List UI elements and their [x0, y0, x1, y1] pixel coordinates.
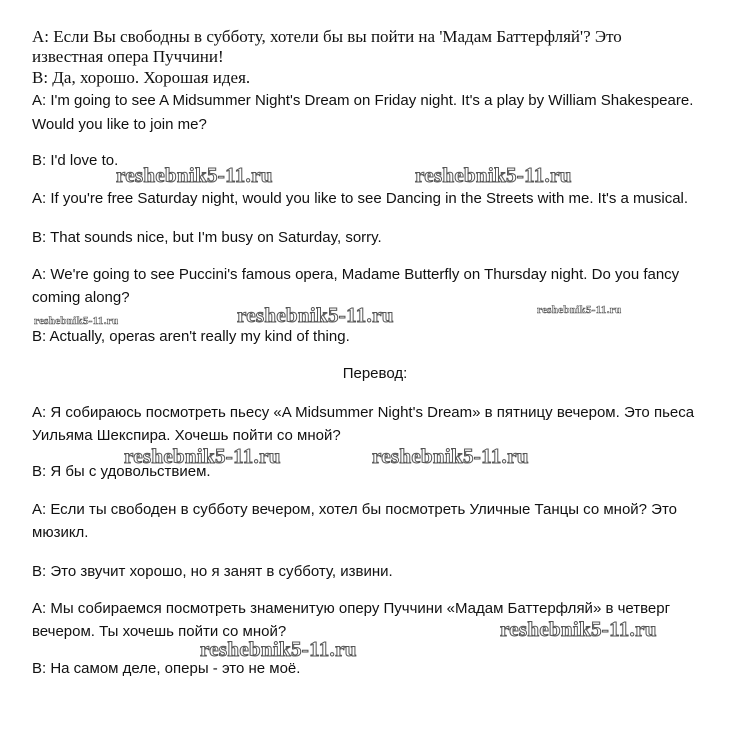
intro-line: известная опера Пуччини!	[32, 47, 224, 66]
translation-line: A: Я собираюсь посмотреть пьесу «A Midsummer Night's Dream» в пятницу вечером. Это пьеса	[32, 404, 695, 421]
translation-line: A: Если ты свободен в субботу вечером, хотел бы посмотреть Уличные Танцы со мной? Это	[32, 501, 678, 518]
watermark-text: reshebnik5-11.ru	[124, 444, 281, 468]
translation-line: В: Я бы с удовольствием.	[32, 463, 211, 480]
dialogue-line: Would you like to join me?	[32, 116, 207, 133]
translation-heading: Перевод:	[342, 365, 408, 382]
dialogue-line: coming along?	[32, 289, 130, 306]
watermark-text: reshebnik5-11.ru	[372, 444, 529, 468]
dialogue-line: A: If you're free Saturday night, would you like to see Dancing in the Streets with me. It's a musical.	[32, 190, 689, 207]
translation-line: B: Это звучит хорошо, но я занят в субботу, извини.	[32, 563, 393, 580]
watermark-text: reshebnik5-11.ru	[500, 617, 657, 641]
translation-line: B: На самом деле, оперы - это не моё.	[32, 660, 301, 677]
translation-line: Уильяма Шекспира. Хочешь пойти со мной?	[32, 427, 341, 444]
dialogue-line: B: Actually, operas aren't really my kind of thing.	[32, 328, 350, 345]
dialogue-line: B: I'd love to.	[32, 152, 119, 169]
dialogue-line: A: I'm going to see A Midsummer Night's Dream on Friday night. It's a play by William Shakespeare.	[32, 92, 694, 109]
watermark-text: reshebnik5-11.ru	[237, 303, 394, 327]
watermark-text: reshebnik5-11.ru	[200, 637, 357, 661]
dialogue-line: B: That sounds nice, but I'm busy on Saturday, sorry.	[32, 229, 382, 246]
translation-line: A: Мы собираемся посмотреть знаменитую оперу Пуччини «Мадам Баттерфляй» в четверг	[32, 600, 671, 617]
watermark-text: reshebnik5-11.ru	[34, 315, 119, 327]
intro-line: A: Если Вы свободны в субботу, хотели бы вы пойти на 'Мадам Баттерфляй'? Это	[32, 27, 622, 46]
watermark-text: reshebnik5-11.ru	[537, 304, 622, 316]
watermark-text: reshebnik5-11.ru	[116, 163, 273, 187]
dialogue-line: A: We're going to see Puccini's famous opera, Madame Butterfly on Thursday night. Do you fancy	[32, 266, 680, 283]
watermark-text: reshebnik5-11.ru	[415, 163, 572, 187]
translation-line: вечером. Ты хочешь пойти со мной?	[32, 623, 287, 640]
intro-line: B: Да, хорошо. Хорошая идея.	[32, 68, 251, 87]
translation-line: мюзикл.	[32, 524, 89, 541]
